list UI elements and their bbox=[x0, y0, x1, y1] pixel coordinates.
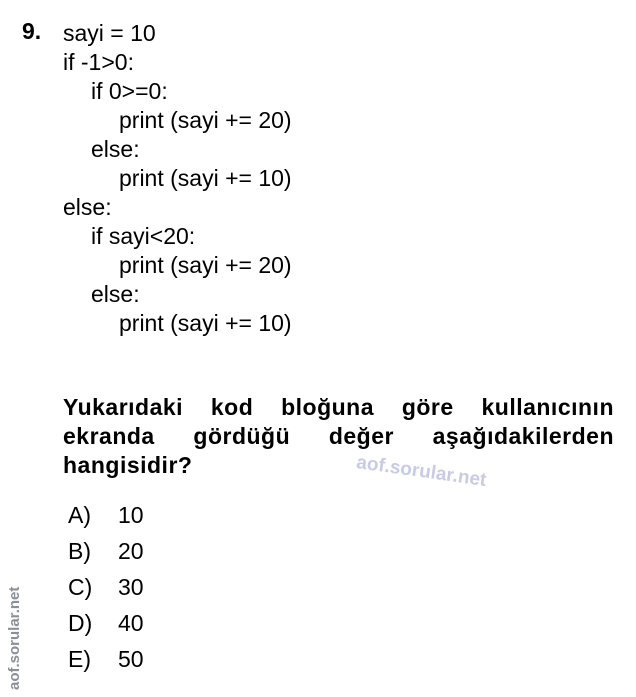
code-line: if sayi<20: bbox=[91, 223, 196, 249]
option-label: B) bbox=[68, 538, 91, 564]
code-line: else: bbox=[91, 281, 140, 307]
option-label: C) bbox=[68, 574, 93, 600]
option-value: 10 bbox=[118, 502, 144, 528]
option-label: A) bbox=[68, 502, 91, 528]
code-line: if 0>=0: bbox=[91, 78, 168, 104]
option-value: 30 bbox=[118, 574, 144, 600]
option-value: 50 bbox=[118, 646, 144, 672]
option-label: E) bbox=[68, 646, 91, 672]
code-line: sayi = 10 bbox=[63, 20, 156, 46]
code-line: else: bbox=[63, 194, 112, 220]
option-value: 20 bbox=[118, 538, 144, 564]
code-line: print (sayi += 20) bbox=[119, 107, 292, 133]
question-number: 9. bbox=[22, 18, 42, 44]
code-line: if -1>0: bbox=[63, 49, 134, 75]
code-line: print (sayi += 10) bbox=[119, 310, 292, 336]
option-value: 40 bbox=[118, 610, 144, 636]
question-prompt: Yukarıdaki kod bloğuna göre kullanıcının ekranda gördüğü değer aşağıdakilerden hangisidir? bbox=[63, 394, 614, 478]
watermark-center: aof.sorular.net bbox=[355, 452, 488, 492]
code-line: else: bbox=[91, 136, 140, 162]
option-label: D) bbox=[68, 610, 93, 636]
code-line: print (sayi += 20) bbox=[119, 252, 292, 278]
watermark-side: aof.sorular.net bbox=[6, 586, 23, 690]
code-line: print (sayi += 10) bbox=[119, 165, 292, 191]
